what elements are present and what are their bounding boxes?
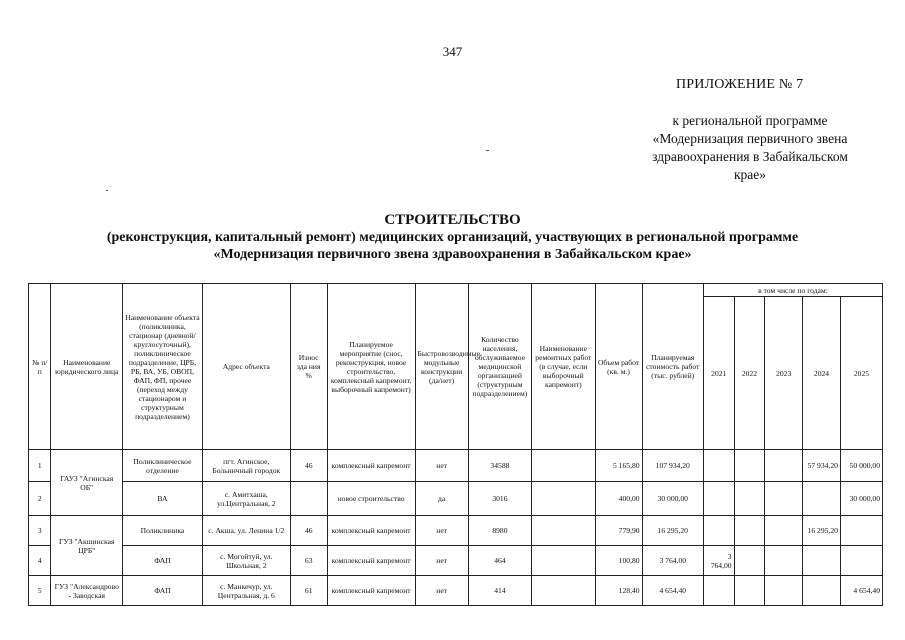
cell-wear: 46 bbox=[290, 516, 327, 546]
scan-speck bbox=[486, 150, 489, 151]
cell-y2021 bbox=[703, 576, 734, 606]
cell-num: 1 bbox=[29, 450, 51, 482]
cell-modular: да bbox=[415, 482, 468, 516]
cell-action: комплексный капремонт bbox=[327, 516, 415, 546]
cell-modular: нет bbox=[415, 576, 468, 606]
table-row bbox=[29, 516, 883, 546]
cell-repair bbox=[532, 516, 595, 546]
cell-repair bbox=[532, 450, 595, 482]
cell-cost: 3 764,00 bbox=[642, 546, 703, 576]
cell-action: комплексный капремонт bbox=[327, 576, 415, 606]
cell-y2023 bbox=[765, 576, 803, 606]
header-volume: Объем работ (кв. м.) bbox=[595, 284, 642, 450]
cell-y2024 bbox=[803, 482, 841, 516]
cell-y2021: 3 764,00 bbox=[703, 546, 734, 576]
cell-num: 3 bbox=[29, 516, 51, 546]
cell-volume: 100,80 bbox=[595, 546, 642, 576]
cell-y2024: 16 295,20 bbox=[803, 516, 841, 546]
cell-wear bbox=[290, 482, 327, 516]
header-cost: Планируемая стоимость работ (тыс. рублей) bbox=[642, 284, 703, 450]
cell-y2025: 4 654,40 bbox=[840, 576, 882, 606]
cell-y2021 bbox=[703, 516, 734, 546]
cell-y2023 bbox=[765, 546, 803, 576]
cell-y2025 bbox=[840, 516, 882, 546]
header-population: Количество населения, обслуживаемое медицинской организацией (структурным подразделением) bbox=[468, 284, 531, 450]
header-address: Адрес объекта bbox=[202, 284, 290, 450]
cell-num: 4 bbox=[29, 546, 51, 576]
header-org: Наименование юридического лица bbox=[51, 284, 123, 450]
appendix-subtitle-line: «Модернизация первичного звена bbox=[652, 131, 848, 146]
cell-population: 8980 bbox=[468, 516, 531, 546]
cell-object: ВА bbox=[123, 482, 203, 516]
appendix-title: ПРИЛОЖЕНИЕ № 7 bbox=[676, 77, 804, 92]
cell-repair bbox=[532, 482, 595, 516]
cell-volume: 5 165,80 bbox=[595, 450, 642, 482]
cell-cost: 16 295,20 bbox=[642, 516, 703, 546]
cell-volume: 400,00 bbox=[595, 482, 642, 516]
cell-y2024 bbox=[803, 546, 841, 576]
header-action: Планируемое мероприятие (снос, реконструкция, новое строительство, комплексный капремонт, выборочный капремонт) bbox=[327, 284, 415, 450]
cell-object: Поликлиническое отделение bbox=[123, 450, 203, 482]
cell-repair bbox=[532, 576, 595, 606]
cell-modular: нет bbox=[415, 450, 468, 482]
header-num: № п/ п bbox=[29, 284, 51, 450]
cell-y2022 bbox=[734, 546, 765, 576]
cell-y2023 bbox=[765, 450, 803, 482]
title-line: СТРОИТЕЛЬСТВО bbox=[384, 212, 521, 228]
cell-y2024: 57 934,20 bbox=[803, 450, 841, 482]
cell-population: 414 bbox=[468, 576, 531, 606]
cell-y2021 bbox=[703, 450, 734, 482]
table-row bbox=[29, 450, 883, 482]
cell-address: пгт. Агинское, Больничный городок bbox=[202, 450, 290, 482]
cell-action: комплексный капремонт bbox=[327, 546, 415, 576]
cell-population: 464 bbox=[468, 546, 531, 576]
cell-population: 3016 bbox=[468, 482, 531, 516]
cell-org: ГУЗ "Александрово - Заводская bbox=[51, 576, 123, 606]
cell-y2023 bbox=[765, 516, 803, 546]
cell-y2025: 50 000,00 bbox=[840, 450, 882, 482]
header-year: 2023 bbox=[765, 297, 803, 450]
title-line: «Модернизация первичного звена здравоохранения в Забайкальском крае» bbox=[213, 247, 692, 262]
cell-y2021 bbox=[703, 482, 734, 516]
appendix-subtitle-line: здравоохранения в Забайкальском bbox=[652, 149, 848, 164]
header-year: 2024 bbox=[803, 297, 841, 450]
cell-cost: 107 934,20 bbox=[642, 450, 703, 482]
cell-y2024 bbox=[803, 576, 841, 606]
cell-wear: 61 bbox=[290, 576, 327, 606]
header-year: 2021 bbox=[703, 297, 734, 450]
header-years-group: в том числе по годам: bbox=[703, 284, 882, 297]
header-year: 2022 bbox=[734, 297, 765, 450]
appendix-subtitle bbox=[600, 112, 900, 184]
cell-volume: 128,40 bbox=[595, 576, 642, 606]
table-row bbox=[29, 546, 883, 576]
appendix-subtitle-line: крае» bbox=[733, 167, 767, 182]
cell-address: с. Могойтуй, ул. Школьная, 2 bbox=[202, 546, 290, 576]
page-number: 347 bbox=[442, 44, 463, 59]
cell-repair bbox=[532, 546, 595, 576]
header-object: Наименование объекта (поликлиника, стационар (дневной/круглосуточный), поликлиническое подразделение, ЦРБ, РБ, ВА, УБ, ОВОП, ФАП, ФП, прочее (переход между стационаром и структурным подразделением) bbox=[123, 284, 203, 450]
cell-y2022 bbox=[734, 576, 765, 606]
header-modular: Быстровозводимые модульные конструкции (да/нет) bbox=[415, 284, 468, 450]
cell-org: ГУЗ "Акшинская ЦРБ" bbox=[51, 516, 123, 576]
cell-num: 5 bbox=[29, 576, 51, 606]
cell-action: новое строительство bbox=[327, 482, 415, 516]
cell-y2025 bbox=[840, 546, 882, 576]
cell-wear: 46 bbox=[290, 450, 327, 482]
table-row bbox=[29, 576, 883, 606]
cell-object: ФАП bbox=[123, 576, 203, 606]
cell-volume: 779,90 bbox=[595, 516, 642, 546]
cell-y2023 bbox=[765, 482, 803, 516]
cell-population: 34588 bbox=[468, 450, 531, 482]
cell-modular: нет bbox=[415, 546, 468, 576]
cell-y2022 bbox=[734, 450, 765, 482]
cell-object: ФАП bbox=[123, 546, 203, 576]
header-year: 2025 bbox=[840, 297, 882, 450]
header-wear: Износ зда ния % bbox=[290, 284, 327, 450]
cell-y2022 bbox=[734, 516, 765, 546]
construction-table bbox=[28, 283, 883, 606]
cell-cost: 30 000,00 bbox=[642, 482, 703, 516]
cell-org: ГАУЗ "Агинская ОБ" bbox=[51, 450, 123, 516]
cell-cost: 4 654,40 bbox=[642, 576, 703, 606]
cell-address: с. Акша, ул. Ленина 1/2 bbox=[202, 516, 290, 546]
cell-y2025: 30 000,00 bbox=[840, 482, 882, 516]
cell-y2022 bbox=[734, 482, 765, 516]
title-line: (реконструкция, капитальный ремонт) медицинских организаций, участвующих в региональной программе bbox=[106, 230, 799, 245]
cell-wear: 63 bbox=[290, 546, 327, 576]
cell-address: с. Манкечур, ул. Центральная, д. 6 bbox=[202, 576, 290, 606]
header-repair: Наименование ремонтных работ (в случае, если выборочный капремонт) bbox=[532, 284, 595, 450]
table-row bbox=[29, 482, 883, 516]
appendix-subtitle-line: к региональной программе bbox=[672, 113, 828, 128]
cell-num: 2 bbox=[29, 482, 51, 516]
cell-modular: нет bbox=[415, 516, 468, 546]
cell-address: с. Амитхаша, ул.Центральная, 2 bbox=[202, 482, 290, 516]
document-title bbox=[0, 212, 905, 263]
cell-object: Поликлиника bbox=[123, 516, 203, 546]
scan-speck bbox=[106, 190, 108, 191]
cell-action: комплексный капремонт bbox=[327, 450, 415, 482]
